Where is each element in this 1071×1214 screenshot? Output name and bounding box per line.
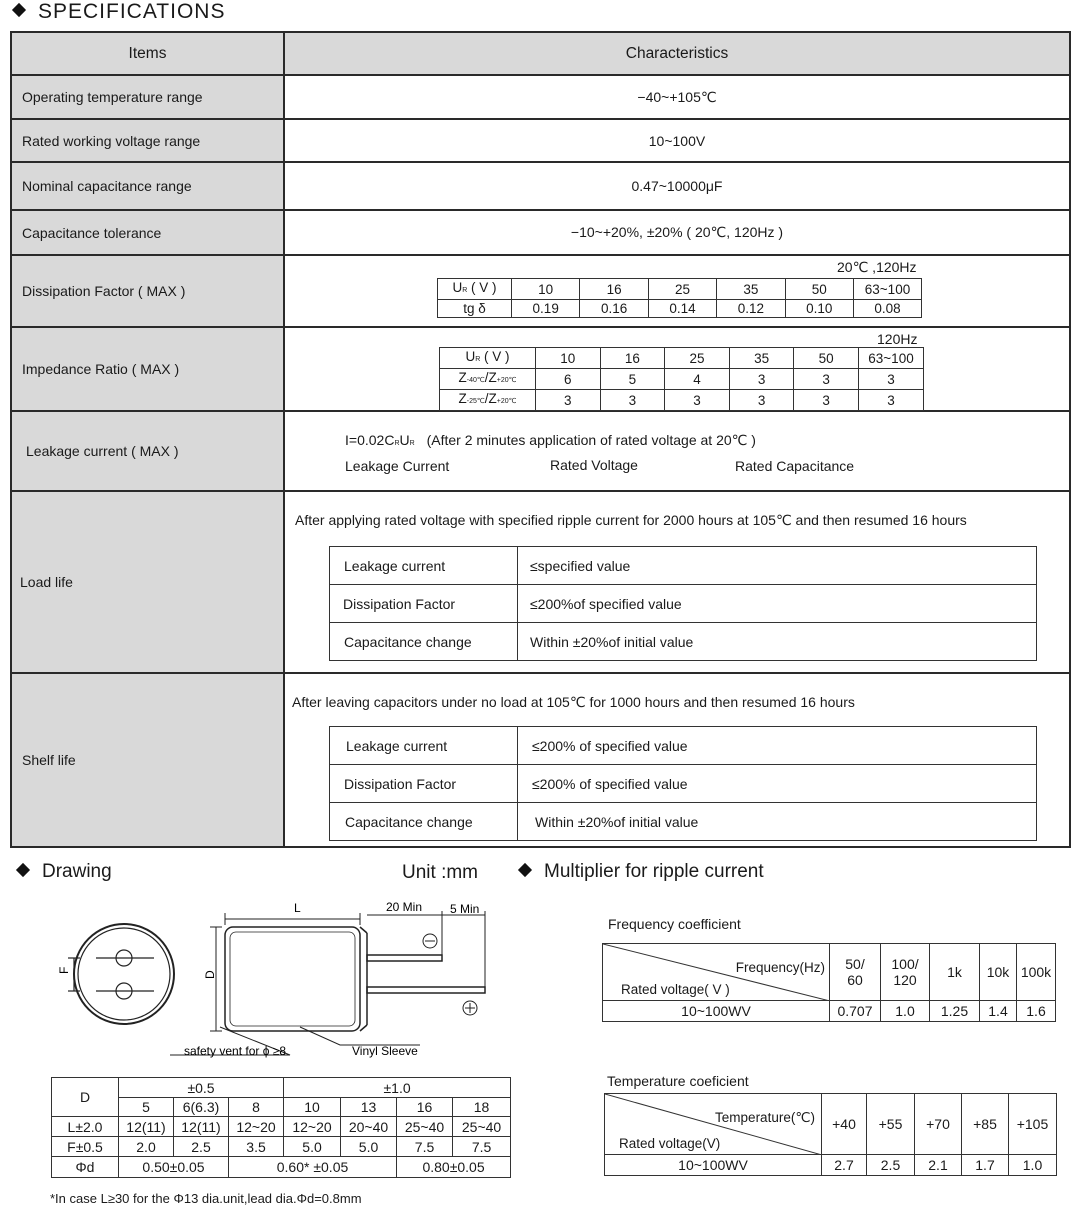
freq-value: 1.4 <box>980 1001 1017 1022</box>
value-cell: 4 <box>665 369 730 390</box>
value-cell: 0.14 <box>648 300 716 318</box>
drawing-unit: Unit :mm <box>402 862 478 883</box>
criteria-value: ≤200% of specified value <box>518 765 1037 803</box>
ur-unit: ( V ) <box>480 349 510 364</box>
vent-label: safety vent for ϕ ≥8 <box>184 1044 287 1058</box>
z-subscript: -25℃ <box>466 398 485 405</box>
item-label: Capacitance tolerance <box>11 210 284 255</box>
value-cell: 6 <box>536 369 601 390</box>
header-items: Items <box>11 32 284 75</box>
load-life-cell <box>284 491 1070 673</box>
impedance-voltage-row <box>440 348 924 369</box>
dim-label-l: L <box>294 901 301 915</box>
value-cell: 3 <box>859 390 924 411</box>
criteria-value: ≤200% of specified value <box>518 727 1037 765</box>
item-label: Impedance Ratio ( MAX ) <box>11 327 284 411</box>
ur-symbol: U <box>452 280 463 295</box>
voltage-cell: 35 <box>717 279 785 300</box>
capacitor-end-view <box>68 924 174 1024</box>
row-rated-voltage <box>11 119 1070 162</box>
z40-label <box>440 369 536 390</box>
impedance-condition: 120Hz <box>877 331 918 347</box>
temp-column: +105 <box>1009 1094 1057 1155</box>
row-dissipation-factor <box>11 255 1070 327</box>
freq-column: 10k <box>980 944 1017 1001</box>
multiplier-heading <box>520 861 764 883</box>
l-cell: 25~40 <box>453 1117 511 1137</box>
item-value: 0.47~10000μF <box>284 162 1070 210</box>
freq-column: 100/ 120 <box>881 944 930 1001</box>
table-row <box>52 1098 511 1117</box>
l-cell: 12(11) <box>119 1117 174 1137</box>
ur-subscript: R <box>462 287 468 294</box>
table-row <box>603 1001 1056 1022</box>
freq-column: 50/ 60 <box>830 944 881 1001</box>
criteria-value: Within ±20%of initial value <box>518 623 1037 661</box>
dissipation-table <box>437 278 922 318</box>
l-cell: 12~20 <box>229 1117 284 1137</box>
dissipation-voltage-row <box>438 279 922 300</box>
row-leakage-current <box>11 411 1070 491</box>
criteria-value: ≤200%of specified value <box>518 585 1037 623</box>
temp-column: +85 <box>962 1094 1009 1155</box>
table-row <box>52 1137 511 1157</box>
capacitor-side-view <box>170 911 485 1055</box>
dim-label-20min: 20 Min <box>386 900 423 914</box>
value-cell: 0.08 <box>854 300 922 318</box>
value-cell: 0.10 <box>785 300 853 318</box>
formula-subscript: R <box>394 440 400 447</box>
dissipation-cell <box>284 255 1070 327</box>
impedance-table <box>439 347 924 411</box>
value-cell: 0.16 <box>580 300 648 318</box>
header-characteristics: Characteristics <box>284 32 1070 75</box>
value-cell: 3 <box>536 390 601 411</box>
leakage-formula-line <box>345 432 756 449</box>
f-cell: 5.0 <box>341 1137 397 1157</box>
diameter-cell: 18 <box>453 1098 511 1117</box>
capacitor-drawing <box>40 895 510 1065</box>
row-shelf-life <box>11 673 1070 847</box>
table-row <box>605 1094 1057 1155</box>
criteria-item: Dissipation Factor <box>330 765 518 803</box>
shelf-life-description: After leaving capacitors under no load at 105℃ for 1000 hours and then resumed 16 hours <box>292 694 855 710</box>
item-label: Load life <box>11 491 284 673</box>
tolerance-10: ±1.0 <box>284 1078 511 1098</box>
shelf-life-cell <box>284 673 1070 847</box>
diameter-cell: 8 <box>229 1098 284 1117</box>
table-row <box>52 1157 511 1178</box>
temp-value: 1.0 <box>1009 1155 1057 1176</box>
z25-label <box>440 390 536 411</box>
item-label: Nominal capacitance range <box>11 162 284 210</box>
freq-row-label: 10~100WV <box>603 1001 830 1022</box>
frequency-diagonal-header <box>603 944 830 1001</box>
voltage-cell: 63~100 <box>854 279 922 300</box>
criteria-item: Leakage current <box>330 547 518 585</box>
impedance-z25-row <box>440 390 924 411</box>
temp-value: 1.7 <box>962 1155 1009 1176</box>
value-cell: 3 <box>859 369 924 390</box>
temp-column: +70 <box>915 1094 962 1155</box>
f-cell: 7.5 <box>397 1137 453 1157</box>
table-row <box>330 623 1037 661</box>
load-life-table <box>329 546 1037 661</box>
dim-label-d: D <box>203 970 217 979</box>
criteria-item: Capacitance change <box>330 623 518 661</box>
frequency-table <box>602 943 1056 1022</box>
temp-column: +55 <box>867 1094 915 1155</box>
freq-column: 100k <box>1017 944 1056 1001</box>
criteria-item: Dissipation Factor <box>330 585 518 623</box>
table-row <box>330 765 1037 803</box>
diameter-cell: 16 <box>397 1098 453 1117</box>
z-subscript: +20℃ <box>496 398 517 405</box>
table-row <box>605 1155 1057 1176</box>
value-cell: 3 <box>794 390 859 411</box>
value-cell: 0.12 <box>717 300 785 318</box>
table-row <box>603 944 1056 1001</box>
diameter-cell: 5 <box>119 1098 174 1117</box>
table-header-row <box>11 32 1070 75</box>
multiplier-title: Multiplier for ripple current <box>544 861 764 882</box>
freq-value: 0.707 <box>830 1001 881 1022</box>
voltage-cell: 10 <box>536 348 601 369</box>
value-cell: 3 <box>794 369 859 390</box>
item-value: −40~+105℃ <box>284 75 1070 119</box>
tolerance-05: ±0.5 <box>119 1078 284 1098</box>
voltage-cell: 16 <box>580 279 648 300</box>
f-cell: 5.0 <box>284 1137 341 1157</box>
voltage-cell: 63~100 <box>859 348 924 369</box>
item-label: Rated working voltage range <box>11 119 284 162</box>
row-operating-temperature <box>11 75 1070 119</box>
z-symbol: Z <box>458 391 467 406</box>
table-row <box>330 585 1037 623</box>
impedance-cell <box>284 327 1070 411</box>
frequency-caption: Frequency coefficient <box>608 916 741 932</box>
drawing-heading <box>18 861 112 883</box>
table-row <box>52 1117 511 1137</box>
tg-delta-label: tg δ <box>438 300 512 318</box>
phid-cell: 0.80±0.05 <box>397 1157 511 1178</box>
table-row <box>330 547 1037 585</box>
temp-column: +40 <box>822 1094 867 1155</box>
formula-text: I=0.02C <box>345 432 395 448</box>
temperature-diagonal-header <box>605 1094 822 1155</box>
z-symbol: /Z <box>484 370 497 385</box>
f-cell: 3.5 <box>229 1137 284 1157</box>
ur-symbol: U <box>465 349 476 364</box>
z-symbol: /Z <box>484 391 497 406</box>
criteria-item: Capacitance change <box>330 803 518 841</box>
value-cell: 5 <box>600 369 665 390</box>
criteria-value: Within ±20%of initial value <box>518 803 1037 841</box>
temperature-table <box>604 1093 1057 1176</box>
table-row <box>52 1078 511 1098</box>
dissipation-condition: 20℃ ,120Hz <box>837 259 917 275</box>
l-cell: 25~40 <box>397 1117 453 1137</box>
load-life-description: After applying rated voltage with specified ripple current for 2000 hours at 105℃ and then resumed 16 hours <box>295 512 967 528</box>
l-cell: 20~40 <box>341 1117 397 1137</box>
voltage-cell: 25 <box>665 348 730 369</box>
page-title: SPECIFICATIONS <box>38 0 226 23</box>
phid-cell: 0.50±0.05 <box>119 1157 229 1178</box>
z-subscript: -40℃ <box>466 377 485 384</box>
freq-column: 1k <box>930 944 980 1001</box>
criteria-value: ≤specified value <box>518 547 1037 585</box>
table-row <box>330 803 1037 841</box>
impedance-ur-label <box>440 348 536 369</box>
frequency-header-bottom: Rated voltage( V ) <box>621 982 730 997</box>
l-cell: 12(11) <box>174 1117 229 1137</box>
z-subscript: +20℃ <box>496 377 517 384</box>
legend-rated-voltage: Rated Voltage <box>550 457 638 473</box>
temp-row-label: 10~100WV <box>605 1155 822 1176</box>
value-cell: 0.19 <box>512 300 580 318</box>
section-title-specifications <box>14 0 225 24</box>
diameter-cell: 13 <box>341 1098 397 1117</box>
temp-value: 2.7 <box>822 1155 867 1176</box>
criteria-item: Leakage current <box>330 727 518 765</box>
f-cell: 7.5 <box>453 1137 511 1157</box>
row-capacitance-range <box>11 162 1070 210</box>
voltage-cell: 16 <box>600 348 665 369</box>
temp-value: 2.1 <box>915 1155 962 1176</box>
voltage-cell: 50 <box>794 348 859 369</box>
item-label: Dissipation Factor ( MAX ) <box>11 255 284 327</box>
f-cell: 2.5 <box>174 1137 229 1157</box>
leakage-cell <box>284 411 1070 491</box>
l-cell: 12~20 <box>284 1117 341 1137</box>
dissipation-value-row <box>438 300 922 318</box>
dimension-table <box>51 1077 511 1178</box>
temperature-caption: Temperature coeficient <box>607 1073 749 1089</box>
diamond-bullet-icon <box>16 863 30 877</box>
specifications-table <box>10 31 1071 848</box>
frequency-header-top: Frequency(Hz) <box>735 960 825 975</box>
diamond-bullet-icon <box>518 863 532 877</box>
freq-value: 1.6 <box>1017 1001 1056 1022</box>
dim-label-f: F <box>57 966 71 974</box>
row-impedance-ratio <box>11 327 1070 411</box>
phid-cell: 0.60* ±0.05 <box>229 1157 397 1178</box>
diameter-cell: 10 <box>284 1098 341 1117</box>
l-label: L±2.0 <box>52 1117 119 1137</box>
formula-condition: (After 2 minutes application of rated voltage at 20℃ ) <box>426 432 756 448</box>
legend-rated-capacitance: Rated Capacitance <box>735 458 855 474</box>
formula-subscript: R <box>409 440 415 447</box>
lead-note: *In case L≥30 for the Φ13 dia.unit,lead dia.Φd=0.8mm <box>50 1191 362 1206</box>
ur-subscript: R <box>475 356 481 363</box>
row-capacitance-tolerance <box>11 210 1070 255</box>
phid-label: Φd <box>52 1157 119 1178</box>
value-cell: 3 <box>600 390 665 411</box>
voltage-cell: 50 <box>785 279 853 300</box>
dim-label-5min: 5 Min <box>450 902 480 916</box>
dissipation-ur-label <box>438 279 512 300</box>
item-value: 10~100V <box>284 119 1070 162</box>
item-label: Operating temperature range <box>11 75 284 119</box>
voltage-cell: 35 <box>729 348 794 369</box>
diamond-bullet-icon <box>12 3 26 17</box>
value-cell: 3 <box>729 369 794 390</box>
shelf-life-table <box>329 726 1037 841</box>
freq-value: 1.25 <box>930 1001 980 1022</box>
item-value: −10~+20%, ±20% ( 20℃, 120Hz ) <box>284 210 1070 255</box>
diameter-cell: 6(6.3) <box>174 1098 229 1117</box>
value-cell: 3 <box>665 390 730 411</box>
f-cell: 2.0 <box>119 1137 174 1157</box>
temp-value: 2.5 <box>867 1155 915 1176</box>
d-label: D <box>52 1078 119 1117</box>
z-symbol: Z <box>458 370 467 385</box>
formula-text: U <box>399 432 410 448</box>
value-cell: 3 <box>729 390 794 411</box>
ur-unit: ( V ) <box>467 280 497 295</box>
table-row <box>330 727 1037 765</box>
temperature-header-bottom: Rated voltage(V) <box>619 1136 721 1151</box>
item-label: Leakage current ( MAX ) <box>11 411 284 491</box>
voltage-cell: 10 <box>512 279 580 300</box>
impedance-z40-row <box>440 369 924 390</box>
legend-leakage-current: Leakage Current <box>345 458 450 474</box>
sleeve-label: Vinyl Sleeve <box>352 1044 418 1058</box>
drawing-title: Drawing <box>42 861 112 882</box>
f-label: F±0.5 <box>52 1137 119 1157</box>
row-load-life <box>11 491 1070 673</box>
temperature-header-top: Temperature(℃) <box>715 1110 815 1125</box>
item-label: Shelf life <box>11 673 284 847</box>
voltage-cell: 25 <box>648 279 716 300</box>
freq-value: 1.0 <box>881 1001 930 1022</box>
